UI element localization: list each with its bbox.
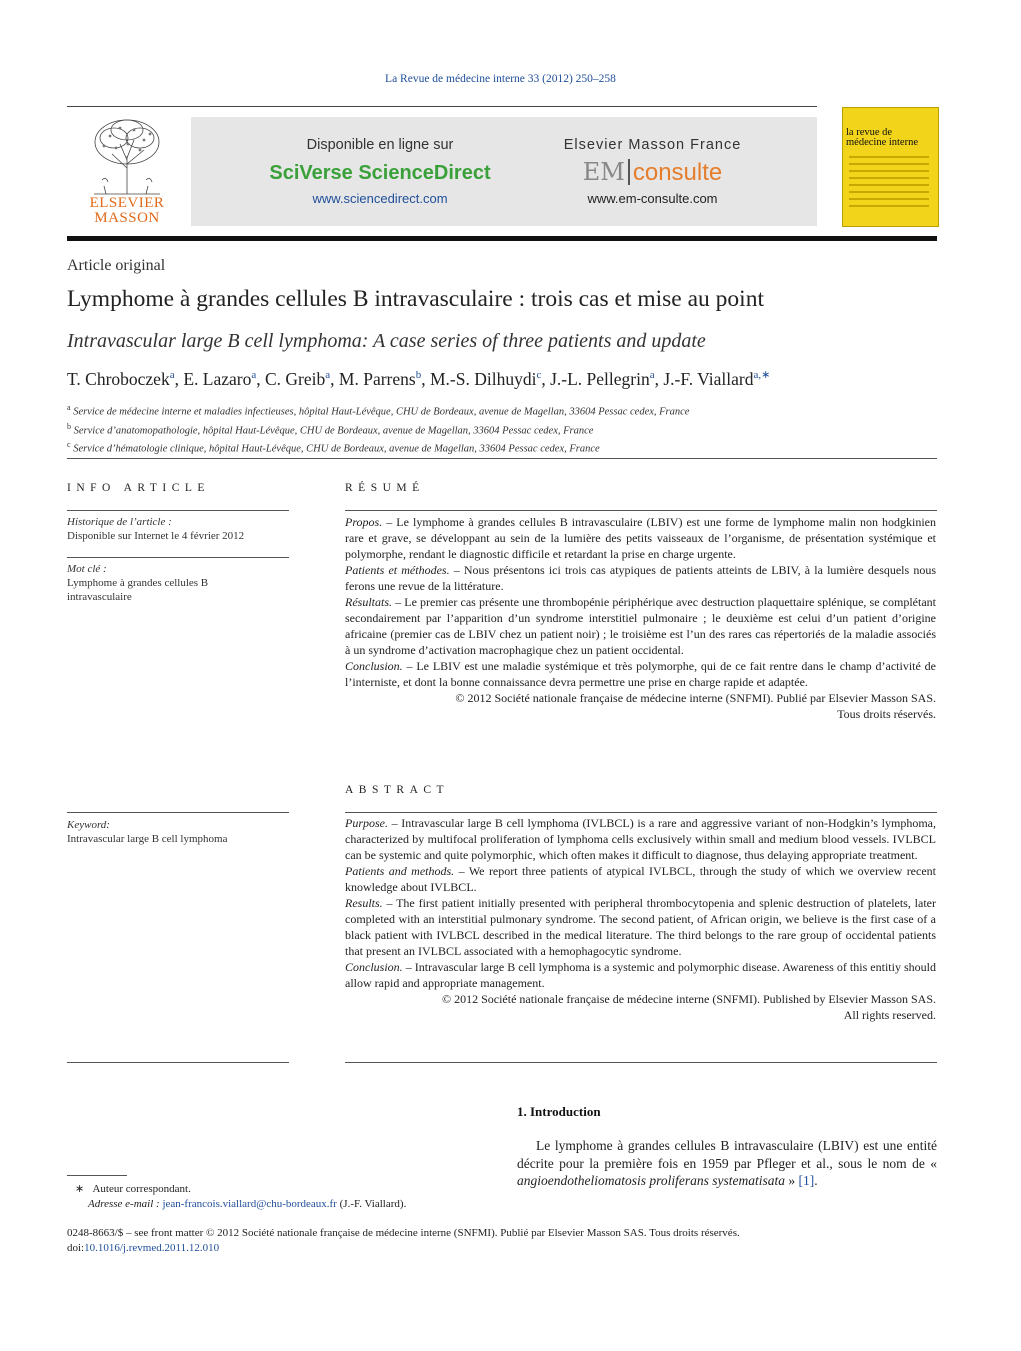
author-email-link[interactable]: jean-francois.viallard@chu-bordeaux.fr xyxy=(162,1198,337,1210)
resume-rule xyxy=(345,510,937,511)
sciencedirect-link[interactable]: www.sciencedirect.com xyxy=(312,191,448,206)
info-rule xyxy=(67,510,289,511)
author-affil-link[interactable]: a xyxy=(169,369,175,381)
sciverse-brand: SciVerse ScienceDirect xyxy=(269,162,491,184)
author: J.-L. Pellegrin xyxy=(550,368,650,389)
resume-paragraph: Résultats. – Le premier cas présente une thrombopénie périphérique avec destruction plaquettaire splénique, se complétant secondairement par l’apparition d’un syndrome interstitiel pulmonaire ; le deuxième est celui d’un patient d’origine africaine (premier cas de LBIV chez un patient noir) ; le troisième est l’un des rares cas répertoriés de la maladie associés à un syndrome d’activation macrophagique chez un patient occidental. xyxy=(345,595,936,657)
resume-paragraph: Conclusion. – Le LBIV est une maladie systémique et très polymorphe, qui de ce fait rentre dans le champ d’activité de l’interniste, et dont la bonne connaissance devra permettre une prise en charge rapide et adaptée. xyxy=(345,659,936,689)
journal-citation[interactable]: La Revue de médecine interne 33 (2012) 250–258 xyxy=(385,73,616,85)
abstract-paragraph: Purpose. – Intravascular large B cell lymphoma (IVLBCL) is a rare and aggressive variant of non-Hodgkin’s lymphoma, characterized by multifocal proliferation of lymphoma cells exclusively within small and medium blood vessels. IVLBCL can be systemic and quite polymorphic, which often makes it difficult to diagnose, thus delaying appropriate treatment. xyxy=(345,816,936,862)
abstract-rule xyxy=(345,812,937,813)
elsevier-wordmark: ELSEVIER xyxy=(89,195,165,211)
affiliation: $^a$ Service de médecine interne et maladies infectieuses, hôpital Haut-Lévêque, CHU de Bordeaux, avenue de Magellan, 33604 Pessac cedex, France xyxy=(67,403,690,418)
introduction-heading: 1. Introduction xyxy=(517,1104,601,1119)
emconsulte-logo: EM consulte xyxy=(582,158,723,186)
author: T. Chroboczek xyxy=(67,368,170,389)
article-history: Historique de l’article : Disponible sur Internet le 4 février 2012 xyxy=(67,516,245,542)
author: M.-S. Dilhuydi xyxy=(429,368,537,389)
header-thick-rule xyxy=(67,236,937,241)
front-matter-footer: 0248-8663/$ – see front matter © 2012 Société nationale française de médecine interne (SNFMI). Publié par Elsevier Masson SAS. Tous droits réservés. doi:10.1016/j.revmed.2011.12.010 xyxy=(67,1227,740,1254)
header-rule xyxy=(67,106,817,107)
author-list: T. Chroboczek$^a$, E. Lazaro$^a$, C. Greib$^a$, M. Parrens$^b$, M.-S. Dilhuydi$^c$, J.-L. Pellegrin$^a$, J.-F. Viallard$^{a,∗}$ xyxy=(67,368,771,389)
article-title: Lymphome à grandes cellules B intravasculaire : trois cas et mise au point xyxy=(67,286,764,312)
keywords-en: Keyword: Intravascular large B cell lymphoma xyxy=(67,819,228,845)
resume-paragraph: Patients et méthodes. – Nous présentons ici trois cas atypiques de patients atteints de LBIV, à la lumière desquels nous ferons une revue de la littérature. xyxy=(345,563,936,593)
journal-cover-thumbnail[interactable] xyxy=(842,107,939,227)
author: C. Greib xyxy=(265,368,326,389)
resume-heading: RÉSUMÉ xyxy=(345,482,425,494)
affiliation: $^b$ Service d’anatomopathologie, hôpital Haut-Lévêque, CHU de Bordeaux, avenue de Magellan, 33604 Pessac cedex, France xyxy=(67,421,594,436)
reference-link[interactable]: [1] xyxy=(798,1173,815,1188)
footnote-rule xyxy=(67,1175,127,1176)
author-affil-link[interactable]: a xyxy=(325,369,331,381)
abstract-heading: ABSTRACT xyxy=(345,784,450,796)
introduction-paragraph: Le lymphome à grandes cellules B intravasculaire (LBIV) est une entité décrite pour la première fois en 1959 par Pfleger et al., sous le nom de « angioendotheliomatosis proliferans systematisata » [1]. xyxy=(517,1138,937,1188)
emconsulte-link[interactable]: www.em-consulte.com xyxy=(587,191,718,206)
resume-rights: Tous droits réservés. xyxy=(837,707,936,721)
masson-wordmark: MASSON xyxy=(94,210,160,226)
abstract-rights: All rights reserved. xyxy=(843,1008,936,1022)
author-affil-link[interactable]: a,∗ xyxy=(753,369,771,381)
keywords-fr: Mot clé : Lymphome à grandes cellules B intravasculaire xyxy=(67,563,209,603)
author-affil-link[interactable]: a xyxy=(251,369,257,381)
info-rule xyxy=(67,1062,289,1063)
resume-copyright: © 2012 Société nationale française de médecine interne (SNFMI). Publié par Elsevier Masson SAS. xyxy=(455,691,936,705)
cover-title: la revue de médecine interne xyxy=(846,127,919,148)
abstract-copyright: © 2012 Société nationale française de médecine interne (SNFMI). Published by Elsevier Masson SAS. xyxy=(441,992,936,1006)
abstract-body xyxy=(345,815,936,1023)
available-online-text: Disponible en ligne sur xyxy=(306,137,454,153)
affiliation: $^c$ Service d’hématologie clinique, hôpital Haut-Lévêque, CHU de Bordeaux, avenue de Magellan, 33604 Pessac cedex, France xyxy=(67,440,600,455)
abstract-paragraph: Conclusion. – Intravascular large B cell lymphoma is a systemic and polymorphic disease. Awareness of this entitiy should allow rapid and appropriate management. xyxy=(345,960,936,990)
author: M. Parrens xyxy=(338,368,416,389)
section-rule xyxy=(67,458,937,459)
emconsulte-block xyxy=(540,137,765,206)
article-title-english: Intravascular large B cell lymphoma: A case series of three patients and update xyxy=(67,330,706,352)
info-rule xyxy=(67,557,289,558)
abstract-paragraph: Results. – The first patient initially presented with peripheral thrombocytopenia and splenic destruction of platelets, later completed with an interstitial pulmonary syndrome. The second patient, of African origin, we believe is the first case of a black patient with IVLBCL described in the medical literature. The third belongs to the rare group of occidental patients that present an IVLBCL associated with a hemophagocytic syndrome. xyxy=(345,896,936,958)
abstract-end-rule xyxy=(345,1062,937,1063)
doi-link[interactable]: 10.1016/j.revmed.2011.12.010 xyxy=(84,1242,220,1254)
info-rule xyxy=(67,812,289,813)
elsevier-tree-logo xyxy=(84,116,170,196)
author: J.-F. Viallard xyxy=(663,368,754,389)
author-affil-link[interactable]: a xyxy=(649,369,655,381)
sciencedirect-block xyxy=(250,137,510,206)
affiliations xyxy=(67,401,689,457)
elsevier-masson-france-text: Elsevier Masson France xyxy=(563,137,742,153)
info-article-heading: INFO ARTICLE xyxy=(67,482,210,494)
author-affil-link[interactable]: b xyxy=(415,369,422,381)
author: E. Lazaro xyxy=(183,368,252,389)
resume-paragraph: Propos. – Le lymphome à grandes cellules B intravasculaire (LBIV) est une forme de lymphome malin non hodgkinien rare et grave, se développant au sein de la lumière des petits vaisseaux de l’organisme, de présentation systémique et polymorphe, rendant le diagnostic difficile et retardant la prise en charge urgente. xyxy=(345,515,936,561)
resume-body xyxy=(345,514,936,722)
abstract-paragraph: Patients and methods. – We report three patients of atypical IVLBCL, through the study of which we overview recent knowledge about IVLBCL. xyxy=(345,864,936,894)
article-type: Article original xyxy=(67,257,166,274)
author-affil-link[interactable]: c xyxy=(536,369,542,381)
corresponding-author-footnote: ∗ Auteur correspondant. Adresse e-mail : jean-francois.viallard@chu-bordeaux.fr (J.-F. Viallard). xyxy=(75,1183,407,1210)
